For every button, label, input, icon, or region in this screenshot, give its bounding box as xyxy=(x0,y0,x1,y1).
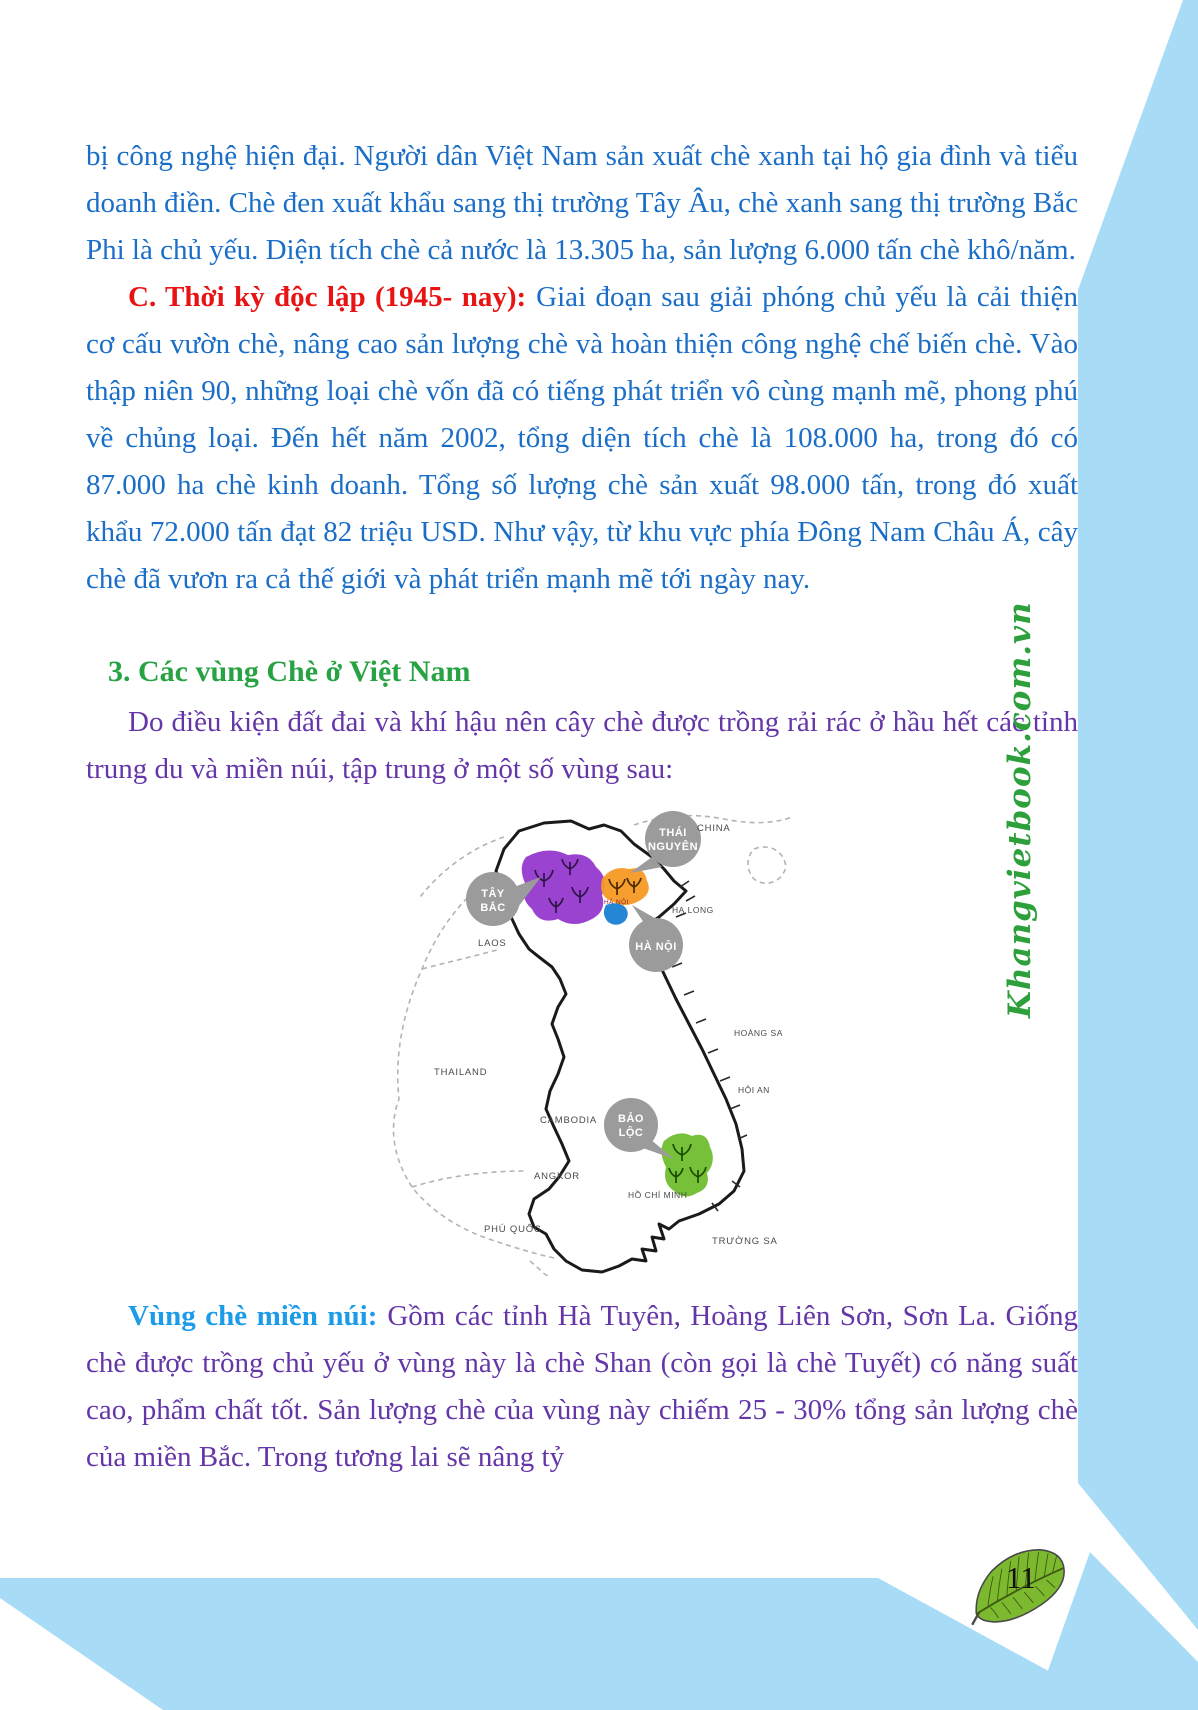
label-china: CHINA xyxy=(697,823,731,834)
label-hoang-sa: HOÀNG SA xyxy=(734,1028,783,1038)
label-ho-chi-minh: HỒ CHÍ MINH xyxy=(628,1190,688,1200)
callout-thai-nguyen-line2: NGUYÊN xyxy=(647,841,699,853)
label-ha-long: HẠ LONG xyxy=(672,905,714,915)
label-hoi-an: HỘI AN xyxy=(738,1085,770,1095)
paragraph-mountain-text: Gồm các tỉnh Hà Tuyên, Hoàng Liên Sơn, Sơn La. Giống chè được trồng chủ yếu ở vùng này là chè Shan (còn gọi là chè Tuyết) có năng suất cao, phẩm chất tốt. Sản lượng chè của vùng này chiếm 25 - 30% tổng sản lượng chè của miền Bắc. Trong tương lai sẽ nâng tỷ xyxy=(86,1300,1078,1473)
bg-top-right-band xyxy=(1078,0,1198,1630)
paragraph-independence-era xyxy=(86,274,1078,603)
label-cambodia: CAMBODIA xyxy=(540,1115,598,1126)
bg-bottom-band xyxy=(0,1578,1120,1710)
label-phu-quoc: PHÚ QUỐC xyxy=(484,1224,542,1235)
label-laos: LAOS xyxy=(478,938,507,949)
label-ha-noi-small: HÀ NỘI xyxy=(604,899,629,906)
callout-thai-nguyen-line1: THÁI xyxy=(659,827,687,839)
mountain-region-label: Vùng chè miền núi: xyxy=(128,1300,378,1332)
label-angkor: ANGKOR xyxy=(534,1171,580,1182)
vietnam-tea-map xyxy=(334,809,794,1279)
paragraph-mountain-region xyxy=(86,1293,1078,1481)
paragraph-tea-export: bị công nghệ hiện đại. Người dân Việt Nam sản xuất chè xanh tại hộ gia đình và tiểu doanh điền. Chè đen xuất khẩu sang thị trường Tây Âu, chè xanh sang thị trường Bắc Phi là chủ yếu. Diện tích chè cả nước là 13.305 ha, sản lượng 6.000 tấn chè khô/năm. xyxy=(86,140,1078,266)
paragraph-regions-intro: Do điều kiện đất đai và khí hậu nên cây chè được trồng rải rác ở hầu hết các tỉnh trung du và miền núi, tập trung ở một số vùng sau: xyxy=(86,706,1078,785)
page-content xyxy=(86,133,1078,1481)
watermark-khangvietbook: Khangvietbook.com.vn xyxy=(1002,601,1038,1018)
callout-bao-loc-line1: BẢO xyxy=(618,1113,644,1125)
callout-bao-loc-line2: LỘC xyxy=(618,1127,644,1139)
paragraph-independence-text: Giai đoạn sau giải phóng chủ yếu là cải thiện cơ cấu vườn chè, nâng cao sản lượng chè và hoàn thiện công nghệ chế biến chè. Vào thập niên 90, những loại chè vốn đã có tiếng phát triển vô cùng mạnh mẽ, phong phú về chủng loại. Đến hết năm 2002, tổng diện tích chè là 108.000 ha, trong đó có 87.000 ha chè kinh doanh. Tổng số lượng chè sản xuất 98.000 tấn, trong đó xuất khẩu 72.000 tấn đạt 82 triệu USD. Như vậy, từ khu vực phía Đông Nam Châu Á, cây chè đã vươn ra cả thế giới và phát triển mạnh mẽ tới ngày nay. xyxy=(86,281,1079,595)
callout-tay-bac-line2: BẮC xyxy=(480,902,506,914)
heading-period-c: C. Thời kỳ độc lập (1945- nay): xyxy=(128,281,527,313)
label-thailand: THAILAND xyxy=(434,1067,488,1078)
callout-ha-noi-label: HÀ NỘI xyxy=(635,941,677,953)
page-number: 11 xyxy=(1006,1560,1036,1595)
page-number-leaf xyxy=(963,1542,1075,1633)
callout-tay-bac-line1: TÂY xyxy=(481,888,505,900)
section-heading-tea-regions: 3. Các vùng Chè ở Việt Nam xyxy=(108,655,471,688)
label-truong-sa: TRƯỜNG SA xyxy=(712,1236,778,1247)
